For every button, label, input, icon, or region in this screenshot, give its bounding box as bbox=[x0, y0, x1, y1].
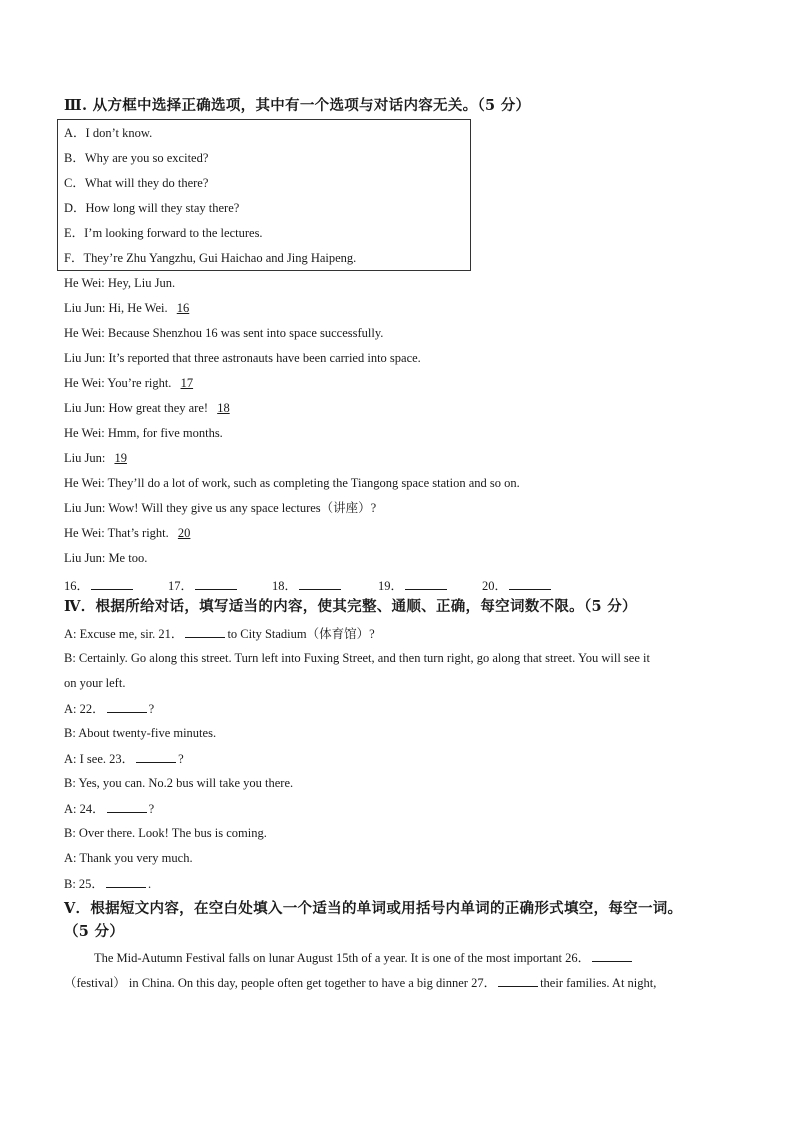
section-5-heading: Ⅴ．根据短文内容，在空白处填入一个适当的单词或用括号内单词的正确形式填空，每空一词。 bbox=[64, 900, 683, 917]
option-d: D．How long will they stay there? bbox=[64, 201, 240, 215]
dialogue-line: Liu Jun: It’s reported that three astronauts have been carried into space. bbox=[64, 351, 421, 365]
s4-line: B: Over there. Look! The bus is coming. bbox=[64, 826, 267, 840]
dialogue-line: He Wei: That’s right. 20 bbox=[64, 525, 196, 541]
s4-line: on your left. bbox=[64, 676, 126, 690]
answer-blank-19[interactable]: 19． bbox=[378, 576, 447, 594]
dialogue-line: Liu Jun: Hi, He Wei. 16 bbox=[64, 300, 195, 316]
section-3-heading: Ⅲ. 从方框中选择正确选项，其中有一个选项与对话内容无关。（5 分） bbox=[64, 97, 531, 114]
s4-line: A: 22． ? bbox=[64, 702, 155, 716]
blank-22[interactable] bbox=[107, 700, 147, 713]
s4-line: A: 24． ? bbox=[64, 802, 155, 816]
option-a: A．I don’t know. bbox=[64, 126, 153, 140]
dialogue-line: Liu Jun: Me too. bbox=[64, 551, 148, 565]
blank-17[interactable]: 17 bbox=[180, 376, 194, 390]
dialogue-line: He Wei: Hey, Liu Jun. bbox=[64, 276, 176, 290]
dialogue-line: He Wei: They’ll do a lot of work, such as completing the Tiangong space station and so on. bbox=[64, 476, 520, 490]
s4-line: B: 25． . bbox=[64, 877, 152, 891]
s4-line: A: Thank you very much. bbox=[64, 851, 193, 865]
s4-line: B: Certainly. Go along this street. Turn left into Fuxing Street, and then turn right, go along that street. You will see it bbox=[64, 651, 650, 665]
s4-line: A: I see. 23． ? bbox=[64, 752, 184, 766]
option-c: C．What will they do there? bbox=[64, 176, 209, 190]
answer-blank-18[interactable]: 18． bbox=[272, 576, 341, 594]
blank-23[interactable] bbox=[136, 750, 176, 763]
blank-21[interactable] bbox=[185, 625, 225, 638]
blank-16[interactable]: 16 bbox=[176, 301, 190, 315]
blank-18[interactable]: 18 bbox=[217, 401, 230, 415]
options-box bbox=[57, 119, 471, 271]
blank-19[interactable]: 19 bbox=[114, 451, 127, 465]
section-5-score: （5 分） bbox=[64, 923, 125, 940]
option-f: F．They’re Zhu Yangzhu, Gui Haichao and Jing Haipeng. bbox=[64, 251, 357, 265]
s4-line: A: Excuse me, sir. 21． to City Stadium（体育馆）? bbox=[64, 627, 375, 641]
dialogue-line: He Wei: You’re right. 17 bbox=[64, 375, 199, 391]
blank-26[interactable] bbox=[592, 949, 632, 962]
answer-blank-17[interactable]: 17． bbox=[168, 576, 237, 594]
s4-line: B: Yes, you can. No.2 bus will take you there. bbox=[64, 776, 294, 790]
dialogue-line: Liu Jun: Wow! Will they give us any space lectures（讲座）? bbox=[64, 501, 377, 515]
option-e: E．I’m looking forward to the lectures. bbox=[64, 226, 263, 240]
answer-blank-16[interactable]: 16． bbox=[64, 576, 133, 594]
option-b: B．Why are you so excited? bbox=[64, 151, 209, 165]
dialogue-line: He Wei: Hmm, for five months. bbox=[64, 426, 223, 440]
dialogue-line: Liu Jun: 19 bbox=[64, 450, 133, 466]
blank-24[interactable] bbox=[107, 800, 147, 813]
s4-line: B: About twenty-five minutes. bbox=[64, 726, 217, 740]
passage-line: （festival） in China. On this day, people often get together to have a big dinner 27． their families. At night, bbox=[64, 976, 657, 990]
blank-27[interactable] bbox=[498, 974, 538, 987]
dialogue-line: Liu Jun: How great they are! 18 bbox=[64, 400, 236, 416]
section-4-heading: Ⅳ．根据所给对话，填写适当的内容，使其完整、通顺、正确，每空词数不限。（5 分） bbox=[64, 598, 637, 615]
dialogue-line: He Wei: Because Shenzhou 16 was sent into space successfully. bbox=[64, 326, 384, 340]
blank-20[interactable]: 20 bbox=[177, 526, 191, 540]
passage-line: The Mid-Autumn Festival falls on lunar August 15th of a year. It is one of the most important 26． bbox=[94, 949, 634, 966]
answer-blank-20[interactable]: 20． bbox=[482, 576, 551, 594]
blank-25[interactable] bbox=[106, 875, 146, 888]
